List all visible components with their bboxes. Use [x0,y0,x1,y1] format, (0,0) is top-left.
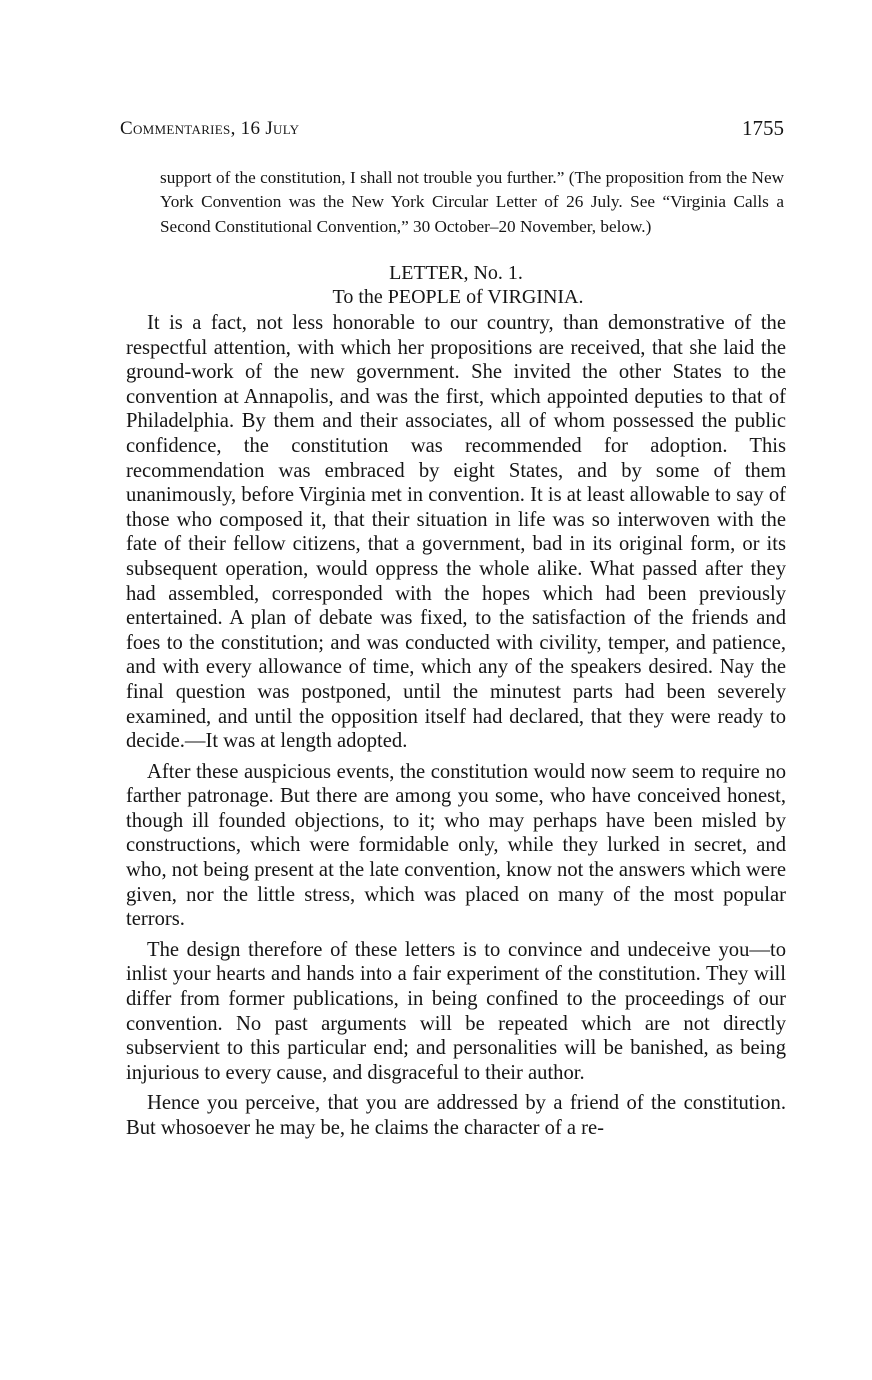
paragraph: After these auspicious events, the constitution would now seem to require no farther patronage. But there are among you some, who have conceived honest, though ill founded objections, to it; who may perhaps have been misled by constructions, which were formidable only, while they lurked in secret, and who, not being present at the late convention, know not the answers which were given, nor the little stress, which was placed on many of the most popular terrors. [126,760,786,931]
letter-salutation: To the PEOPLE of VIRGINIA. [332,286,584,308]
running-head-title: Commentaries, 16 July [120,118,300,139]
page-number: 1755 [742,116,784,140]
letter-body [126,311,786,1141]
editorial-note: support of the constitution, I shall not trouble you further.” (The proposition from the New York Convention was the New York Circular Letter of 26 July. See “Virginia Calls a Second Constitutional Convention,” 30 October–20 November, below.) [160,168,784,236]
paragraph: The design therefore of these letters is to convince and undeceive you—to inlist your hearts and hands into a fair experiment of the constitution. They will differ from former publications, in being confined to the proceedings of our convention. No past arguments will be repeated which are not directly subservient to this particular end; and personalities will be banished, as being injurious to every cause, and disgraceful to their author. [126,938,786,1084]
letter-heading: LETTER, No. 1. [389,262,523,284]
running-head [120,116,784,146]
paragraph: Hence you perceive, that you are addressed by a friend of the constitution. But whosoever he may be, he claims the character of a re- [126,1092,786,1139]
paragraph: It is a fact, not less honorable to our country, than demonstrative of the respectful attention, with which her propositions are received, that she laid the ground-work of the new government. She invited the other States to the convention at Annapolis, and was the first, which appointed deputies to that of Philadelphia. By them and their associates, all of whom possessed the public confidence, the constitution was recommended for adoption. This recommendation was embraced by eight States, and by some of them unanimously, before Virginia met in convention. It is at least allowable to say of those who composed it, that their situation in life was so interwoven with the fate of their fellow citizens, that a government, bad in its original form, or its subsequent operation, would oppress the whole alike. What passed after they had assembled, corresponded with the hopes which had been previously entertained. A plan of debate was fixed, to the satisfaction of the friends and foes to the constitution; and was conducted with civility, temper, and patience, and with every allowance of time, which any of the speakers desired. Nay the final question was postponed, until the minutest parts had been severely examined, and until the opposition itself had declared, that they were ready to decide.—It was at length adopted. [126,312,786,753]
